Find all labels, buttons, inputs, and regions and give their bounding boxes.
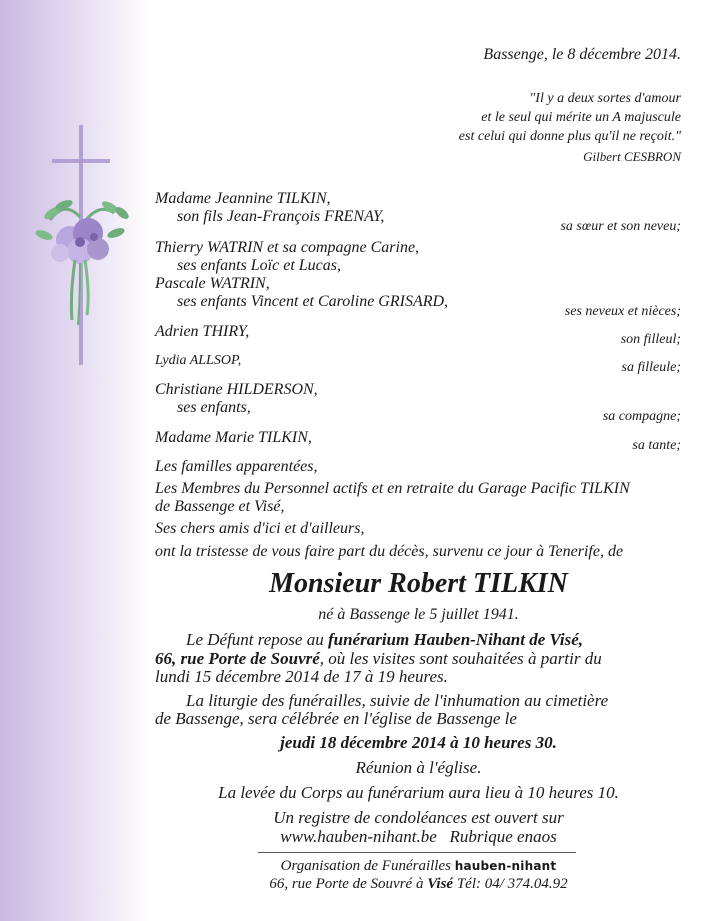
register-link-line (150, 827, 687, 847)
deceased-birth: né à Bassenge le 5 juillet 1941. (318, 606, 519, 623)
repose-text: Le Défunt repose au (186, 630, 328, 649)
quote-line-2: et le seul qui mérite un A majuscule (481, 110, 681, 125)
family-line: Thierry WATRIN et sa compagne Carine, (155, 239, 420, 256)
quote-author: Gilbert CESBRON (583, 149, 681, 164)
deceased-name: Monsieur Robert TILKIN (269, 568, 568, 599)
family-line: Adrien THIRY, (155, 323, 250, 340)
meeting-place: Réunion à l'église. (355, 758, 482, 777)
cross-icon (30, 125, 140, 370)
footer-address (150, 876, 687, 893)
place-date: Bassenge, le 8 décembre 2014. (483, 46, 681, 63)
quote-line-3: est celui qui donne plus qu'il ne reçoit." (458, 129, 681, 144)
family-line: ses enfants Vincent et Caroline GRISARD, (177, 293, 449, 310)
family-line: de Bassenge et Visé, (155, 498, 285, 515)
relation-label: son filleul; (620, 332, 681, 347)
register-url[interactable]: www.hauben-nihant.be (280, 827, 437, 846)
funerarium-address: 66, rue Porte de Souvré (155, 649, 320, 668)
ceremony-date: jeudi 18 décembre 2014 à 10 heures 30. (280, 733, 557, 752)
family-line: Lydia ALLSOP, (155, 353, 242, 368)
address-street: 66, rue Porte de Souvré à (269, 876, 428, 892)
repose-line-2 (155, 649, 602, 669)
footer-divider (258, 852, 576, 853)
address-phone: Tél: 04/ 374.04.92 (453, 876, 568, 892)
relation-label: sa filleule; (621, 360, 681, 375)
visits-text: , où les visites sont souhaitées à partir du (319, 649, 602, 668)
relation-label: sa compagne; (602, 409, 681, 424)
family-line: Ses chers amis d'ici et d'ailleurs, (155, 520, 365, 537)
register-text: Un registre de condoléances est ouvert sur (273, 808, 564, 827)
family-line: Les Membres du Personnel actifs et en retraite du Garage Pacific TILKIN (155, 480, 630, 497)
brand-logo-text: hauben-nihant (454, 859, 557, 873)
liturgy-line-2: de Bassenge, sera célébrée en l'église de Bassenge le (155, 709, 517, 728)
relation-label: sa sœur et son neveu; (560, 219, 681, 234)
family-line: Madame Marie TILKIN, (155, 429, 312, 446)
relation-label: sa tante; (632, 438, 681, 453)
family-line: son fils Jean-François FRENAY, (177, 208, 385, 225)
repose-line-1 (186, 630, 583, 650)
address-city: Visé (427, 876, 454, 892)
family-line: ses enfants Loïc et Lucas, (177, 257, 341, 274)
register-section: Rubrique enaos (449, 827, 557, 846)
relation-label: ses neveux et nièces; (564, 304, 681, 319)
organisation-label: Organisation de Funérailles (280, 858, 455, 874)
family-line: Madame Jeannine TILKIN, (155, 190, 331, 207)
liturgy-line-1: La liturgie des funérailles, suivie de l'inhumation au cimetière (186, 691, 609, 710)
family-line: Christiane HILDERSON, (155, 381, 318, 398)
family-line: ont la tristesse de vous faire part du décès, survenu ce jour à Tenerife, de (155, 543, 624, 560)
visits-date: lundi 15 décembre 2014 de 17 à 19 heures. (155, 667, 448, 686)
family-line: Les familles apparentées, (155, 458, 318, 475)
quote-line-1: "Il y a deux sortes d'amour (529, 91, 681, 106)
footer-organisation (150, 858, 687, 875)
levee-text: La levée du Corps au funérarium aura lieu à 10 heures 10. (218, 783, 619, 802)
family-line: Pascale WATRIN, (155, 275, 270, 292)
family-line: ses enfants, (177, 399, 251, 416)
funerarium-name: funérarium Hauben-Nihant de Visé, (327, 630, 584, 649)
